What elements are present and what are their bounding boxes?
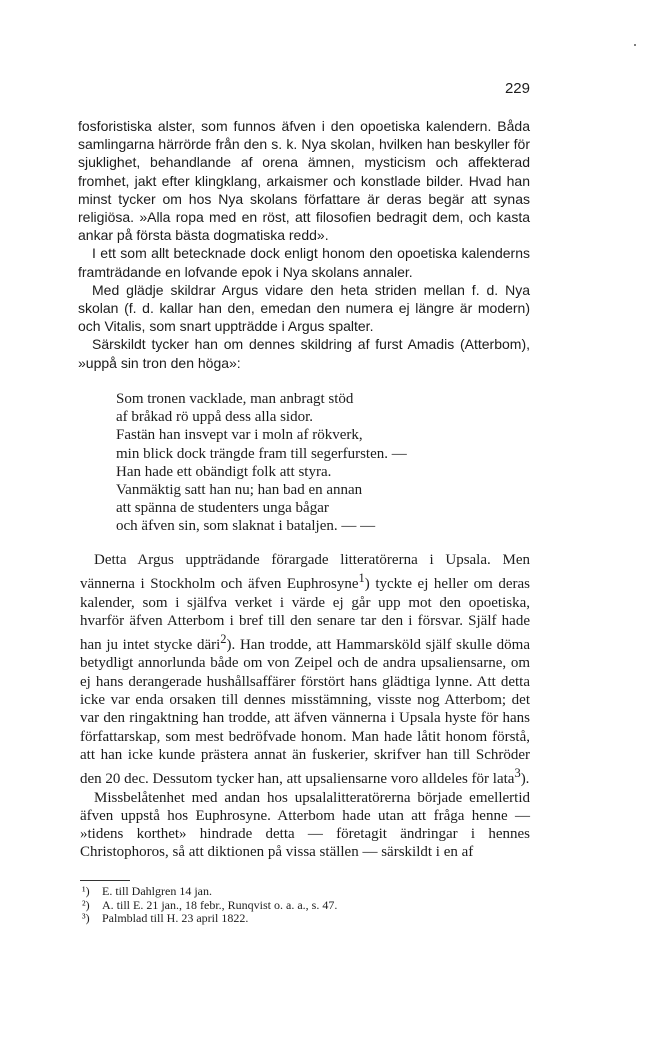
footnote-divider xyxy=(80,880,130,881)
paragraph: Missbelåtenhet med andan hos upsalalitteratörerna började emellertid äfven uppstå hos Euphrosyne. Atterbom hade utan att fråga henne — »tidens korthet» hindrade detta — företagit ändringar i hennes Christophoros, så att diktionen på vissa ställen — särskildt i en af xyxy=(80,789,530,861)
text-run: ). Han trodde, att Hammarsköld själf skulle döma betydligt annorlunda både om von Zeipel och de andra upsaliensarne, om ej hans derangerade hushållsaffärer förstört hans glädtiga lynne. Att detta icke var enda orsaken till dennes misstämning, visste nog Atterbom; det var den ringaktning han trodde, att äfven vännerna i Upsala hyste för hans författarskap, som mest bedröfvade honom. Man hade låtit honom förstå, att han icke kunde prästera annat än fuskerier, skrifver han till Schröder den 20 dec. Dessutom tycker han, att upsaliensarne voro alldeles för lata xyxy=(80,637,530,788)
page-number: 229 xyxy=(504,80,530,97)
footnote-text: Palmblad till H. 23 april 1822. xyxy=(102,911,249,925)
paragraph: I ett som allt betecknade dock enligt honom den opoetiska kalenderns framträdande en lofvande epok i Nya skolans annaler. xyxy=(78,245,530,280)
footnote-ref: 1 xyxy=(358,571,365,586)
footnotes xyxy=(82,885,502,926)
paragraph: Med glädje skildrar Argus vidare den heta striden mellan f. d. Nya skolan (f. d. kallar han den, emedan den numera ej längre är modern) och Vitalis, som snart uppträdde i Argus spalter. xyxy=(78,281,530,335)
poem-line: af bråkad rö uppå dess alla sidor. xyxy=(116,409,314,426)
footnote-text: E. till Dahlgren 14 jan. xyxy=(102,884,212,898)
continuing-text xyxy=(80,551,530,862)
footnote xyxy=(82,885,502,899)
text-run: Detta Argus uppträdande förargade litteratörerna i Upsala. Men vännerna i Stockholm och äfven Euphrosyne xyxy=(80,552,530,593)
scan-speck xyxy=(634,44,636,46)
poem-line: Han hade ett obändigt folk att styra. xyxy=(116,463,332,480)
opening-text xyxy=(78,117,530,372)
footnote-mark: ²) xyxy=(82,897,90,912)
poem-line: att spänna de studenters unga bågar xyxy=(116,500,329,517)
poem-line: Vanmäktig satt han nu; han bad en annan xyxy=(116,482,363,499)
poem-line: Fastän han insvept var i moln af rökverk, xyxy=(116,427,363,444)
footnote xyxy=(82,899,502,913)
text-run: ) tyckte ej heller om deras kalender, som i själfva verket i värde ej går upp mot den opoetiska, hvarför äfven Atterbom i bref till den senare tar den i försvar. Själf hade han ju intet stycke däri xyxy=(80,576,531,654)
footnote-ref: 3 xyxy=(514,766,521,781)
poem-line: min blick dock trängde fram till segerfursten. — xyxy=(116,445,407,462)
poem-quote xyxy=(116,390,536,536)
footnote-mark: ¹) xyxy=(82,884,90,898)
paragraph: Särskildt tycker han om dennes skildring af furst Amadis (Atterbom), »uppå sin tron den höga»: xyxy=(78,336,530,371)
paragraph xyxy=(80,551,530,789)
poem-line: och äfven sin, som slaknat i bataljen. — — xyxy=(116,518,376,535)
poem-line: Som tronen vacklade, man anbragt stöd xyxy=(116,391,354,407)
footnote-text: A. till E. 21 jan., 18 febr., Runqvist o. a. a., s. 47. xyxy=(102,897,338,912)
footnote-mark: ³) xyxy=(82,911,90,925)
paragraph: fosforistiska alster, som funnos äfven i den opoetiska kalendern. Båda samlingarna härrörde från den s. k. Nya skolan, hvilken han beskyller för sjuklighet, behandlande af orena ämnen, mysticism och affekterad fromhet, jakt efter klingklang, arkaismer och konstlade bilder. Hvad han minst tycker om hos Nya skolans författare är deras begär att synas religiösa. »Alla ropa med en röst, att filosofien bedragit dem, och kasta ankar på första bästa dogmatiska redd». xyxy=(78,118,530,244)
footnote-ref: 2 xyxy=(220,632,227,647)
footnote xyxy=(82,912,502,926)
text-run: ). xyxy=(520,771,530,788)
